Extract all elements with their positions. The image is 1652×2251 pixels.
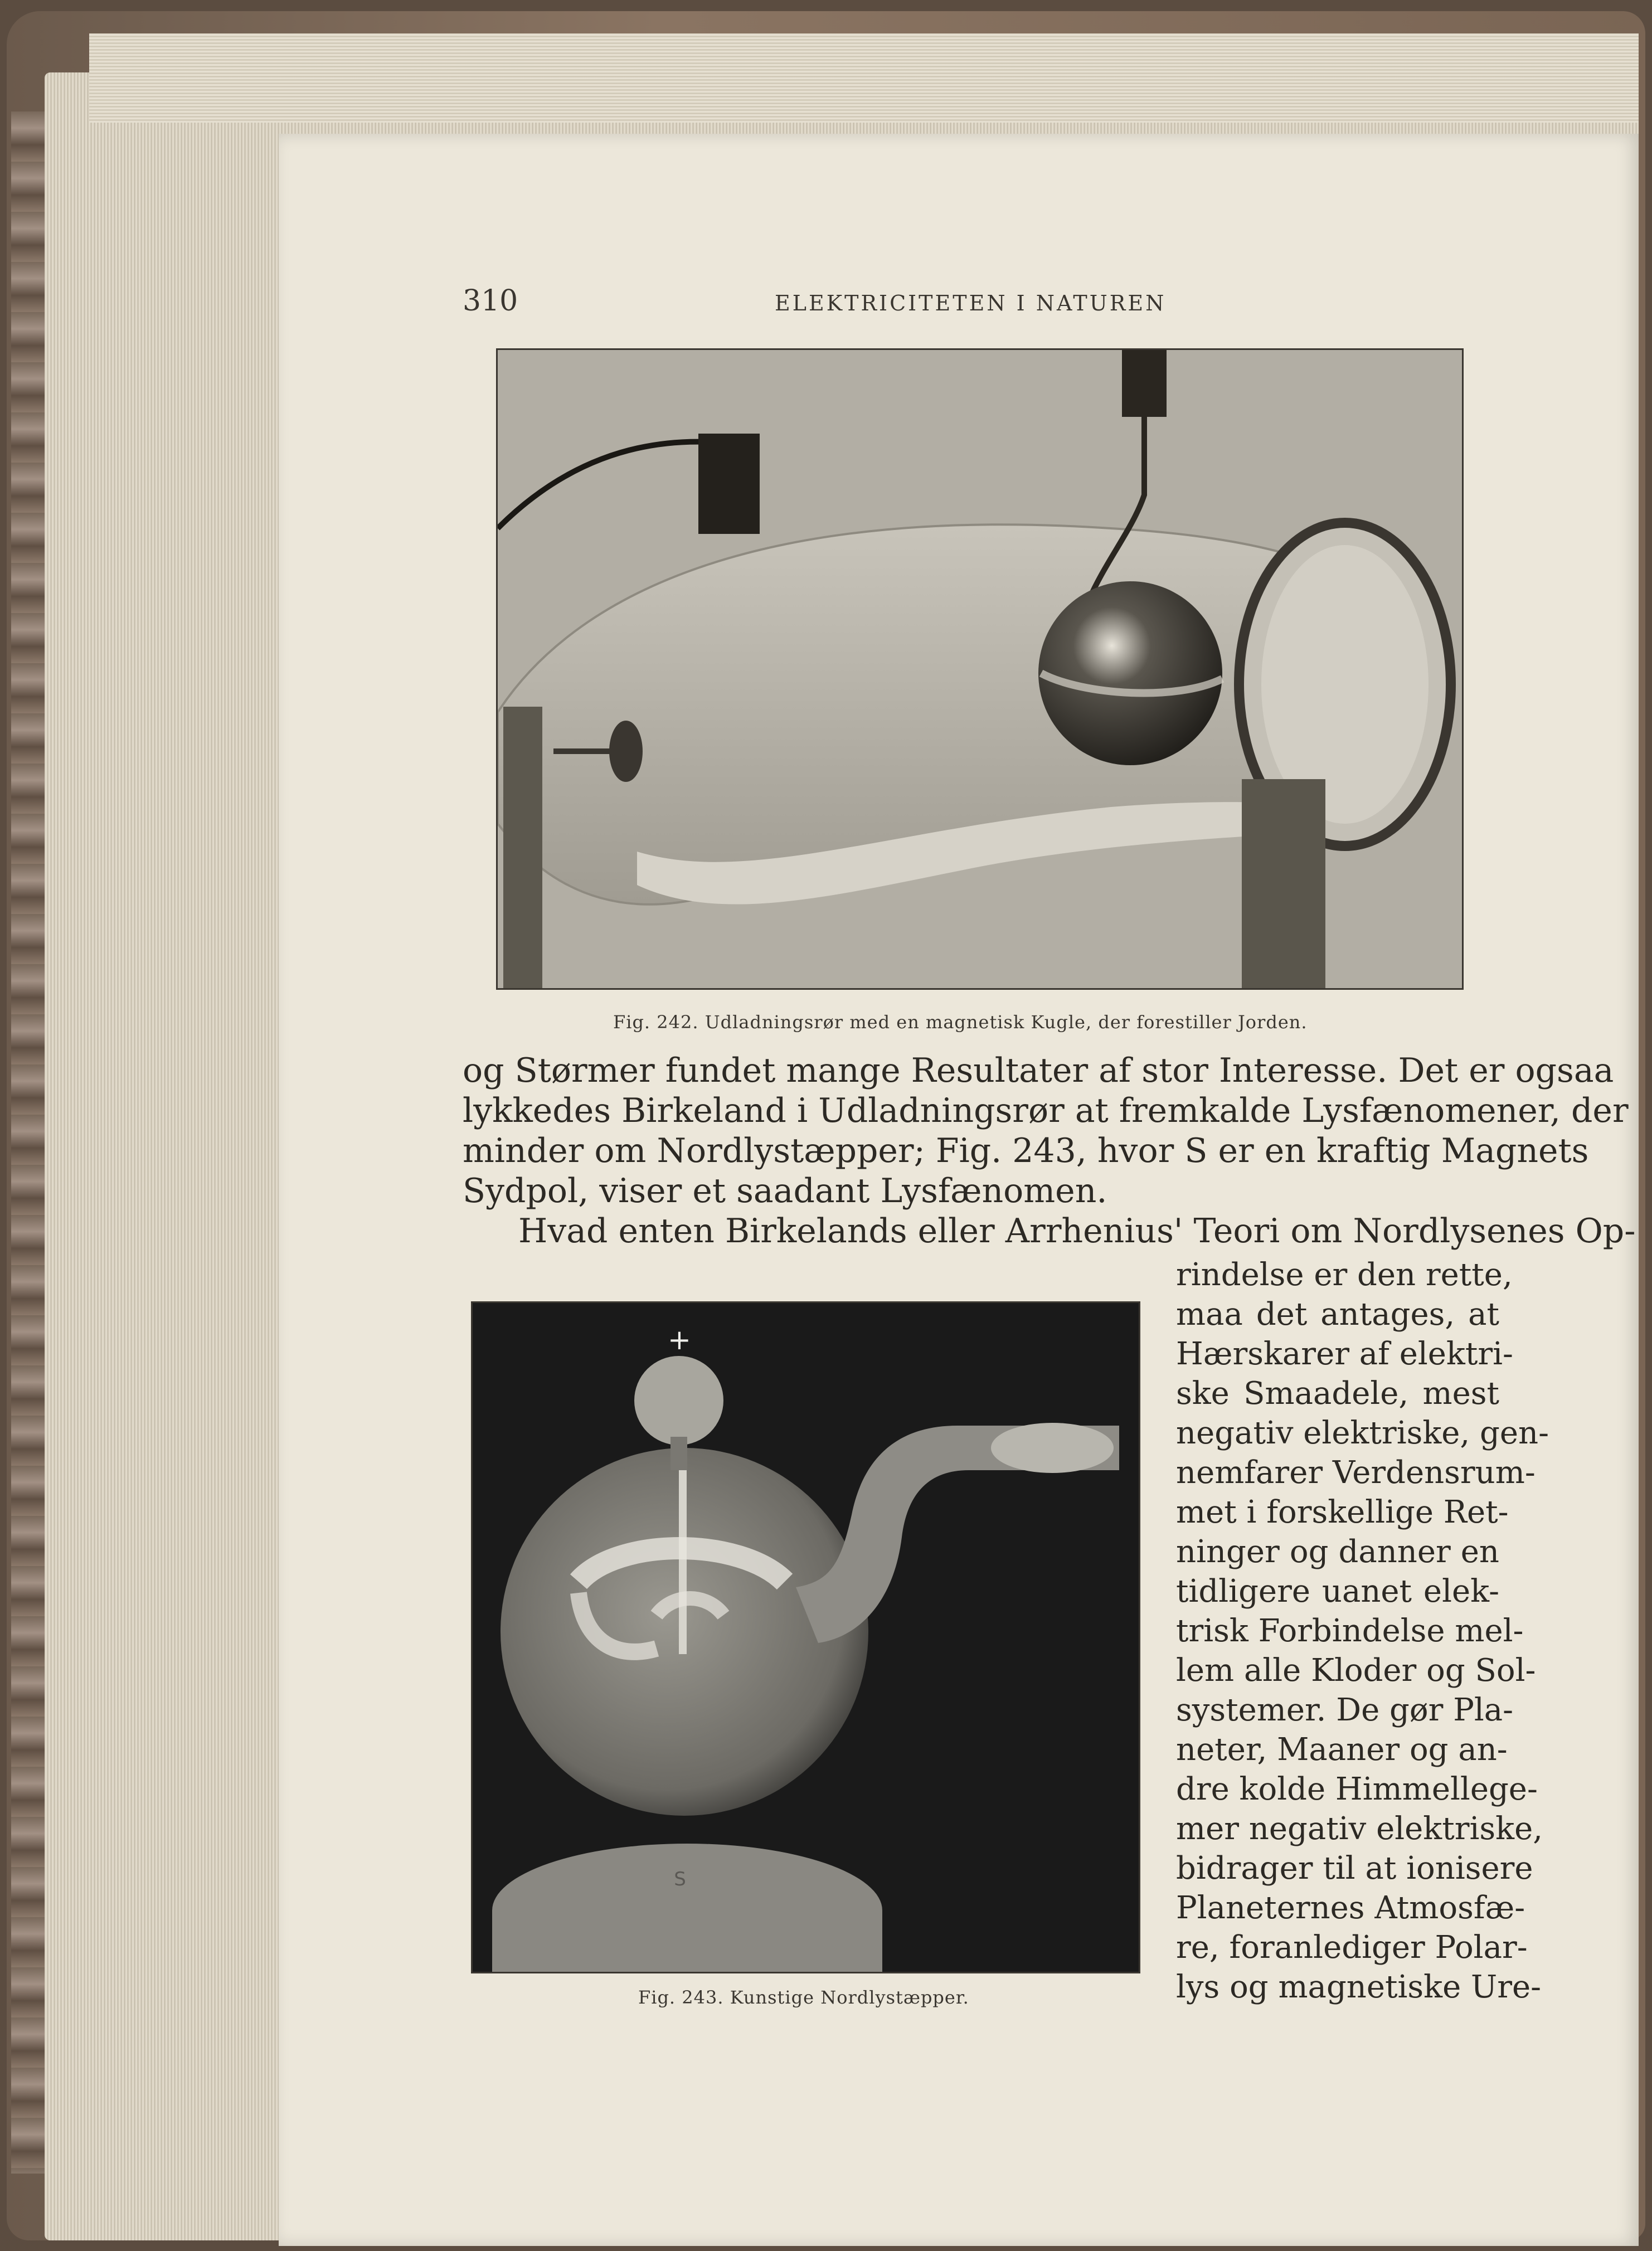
anode-plus-label: + [668,1324,691,1356]
column-line-7: met i forskellige Ret- [1176,1494,1509,1530]
column-line-10: trisk Forbindelse mel- [1176,1613,1524,1649]
discharge-tube-illustration [498,350,1462,988]
body-line-1: og Størmer fundet mange Resultater af stor Interesse. Det er ogsaa [463,1051,1614,1090]
body-line-5: Hvad enten Birkelands eller Arrhenius' Teori om Nordlysenes Op- [518,1212,1636,1251]
column-line-14: dre kolde Himmellege- [1176,1771,1538,1807]
column-line-15: mer negativ elektriske, [1176,1811,1543,1847]
column-line-8: ninger og danner en [1176,1534,1499,1570]
column-line-16: bidrager til at ionisere [1176,1850,1533,1887]
column-line-19: lys og magnetiske Ure- [1176,1969,1542,2005]
body-line-2: lykkedes Birkeland i Udladningsrør at fremkalde Lysfænomener, der [463,1091,1629,1130]
figure-243-caption: Fig. 243. Kunstige Nordlystæpper. [638,1987,969,2008]
figure-242-caption: Fig. 242. Udladningsrør med en magnetisk Kugle, der forestiller Jorden. [613,1012,1308,1033]
column-line-9: tidligere uanet elek- [1176,1573,1499,1610]
column-line-3: Hærskarer af elektri- [1176,1336,1513,1372]
column-line-2: maa det antages, at [1176,1296,1499,1333]
column-line-13: neter, Maaner og an- [1176,1732,1508,1768]
column-line-1: rindelse er den rette, [1176,1257,1513,1293]
column-line-18: re, foranlediger Polar- [1176,1929,1528,1966]
figure-243-photo [471,1301,1140,1973]
body-line-3: minder om Nordlystæpper; Fig. 243, hvor S er en kraftig Magnets [463,1131,1589,1170]
column-line-6: nemfarer Verdensrum- [1176,1455,1536,1491]
aurora-bulb-illustration [473,1303,1139,1972]
page-top-edge [89,33,1639,123]
page-header [463,284,1182,323]
column-line-11: lem alle Kloder og Sol- [1176,1652,1536,1689]
column-line-5: negativ elektriske, gen- [1176,1415,1549,1451]
running-head: ELEKTRICITETEN I NATUREN [775,291,1167,315]
figure-242-photo [496,348,1464,990]
column-line-12: systemer. De gør Pla- [1176,1692,1514,1728]
column-line-4: ske Smaadele, mest [1176,1375,1499,1412]
pole-s-label: S [674,1868,686,1890]
body-line-4: Sydpol, viser et saadant Lysfænomen. [463,1171,1107,1210]
column-line-17: Planeternes Atmosfæ- [1176,1890,1525,1926]
page-number: 310 [463,284,518,318]
